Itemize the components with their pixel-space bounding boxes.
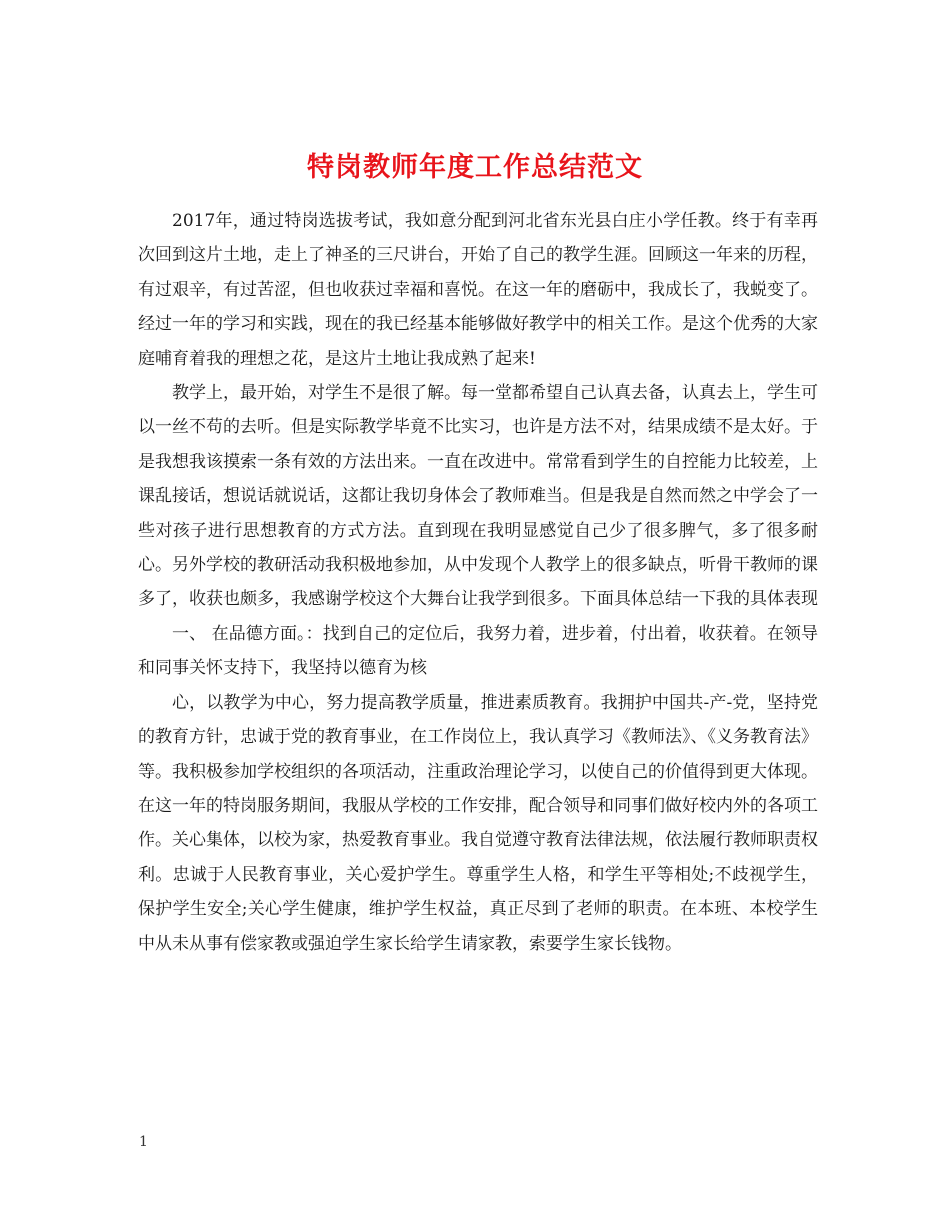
page-number: 1 (139, 1134, 148, 1150)
document-body (138, 204, 818, 961)
paragraph-moral-details: 心，以教学为中心，努力提高教学质量，推进素质教育。我拥护中国共-产-党，坚持党的教育方针，忠诚于党的教育事业，在工作岗位上，我认真学习《教师法》、《义务教育法》等。我积极参加学校组织的各项活动，注重政治理论学习，以使自己的价值得到更大体现。在这一年的特岗服务期间，我服从学校的工作安排，配合领导和同事们做好校内外的各项工作。关心集体，以校为家，热爱教育事业。我自觉遵守教育法律法规，依法履行教师职责权利。忠诚于人民教育事业，关心爱护学生。尊重学生人格，和学生平等相处;不歧视学生，保护学生安全;关心学生健康，维护学生权益，真正尽到了老师的职责。在本班、本校学生中从未从事有偿家教或强迫学生家长给学生请家教，索要学生家长钱物。 (138, 692, 818, 954)
paragraph-intro: 2017年，通过特岗选拔考试，我如意分配到河北省东光县白庄小学任教。终于有幸再次回到这片土地，走上了神圣的三尺讲台，开始了自己的教学生涯。回顾这一年来的历程，有过艰辛，有过苦涩，但也收获过幸福和喜悦。在这一年的磨砺中，我成长了，我蜕变了。经过一年的学习和实践，现在的我已经基本能够做好教学中的相关工作。是这个优秀的大家庭哺育着我的理想之花，是这片土地让我成熟了起来! (138, 211, 818, 369)
document-title: 特岗教师年度工作总结范文 (307, 152, 643, 184)
paragraph-teaching: 教学上，最开始，对学生不是很了解。每一堂都希望自己认真去备，认真去上，学生可以一丝不苟的去听。但是实际教学毕竟不比实习，也许是方法不对，结果成绩不是太好。于是我想我该摸索一条有效的方法出来。一直在改进中。常常看到学生的自控能力比较差，上课乱接话，想说话就说话，这都让我切身体会了教师难当。但是我是自然而然之中学会了一些对孩子进行思想教育的方式方法。直到现在我明显感觉自己少了很多脾气，多了很多耐心。另外学校的教研活动我积极地参加，从中发现个人教学上的很多缺点，听骨干教师的课多了，收获也颇多，我感谢学校这个大舞台让我学到很多。下面具体总结一下我的具体表现 (138, 383, 818, 610)
paragraph-moral-heading: 一、 在品德方面。：找到自己的定位后，我努力着，进步着，付出着，收获着。在领导和同事关怀支持下，我坚持以德育为核 (138, 623, 818, 679)
